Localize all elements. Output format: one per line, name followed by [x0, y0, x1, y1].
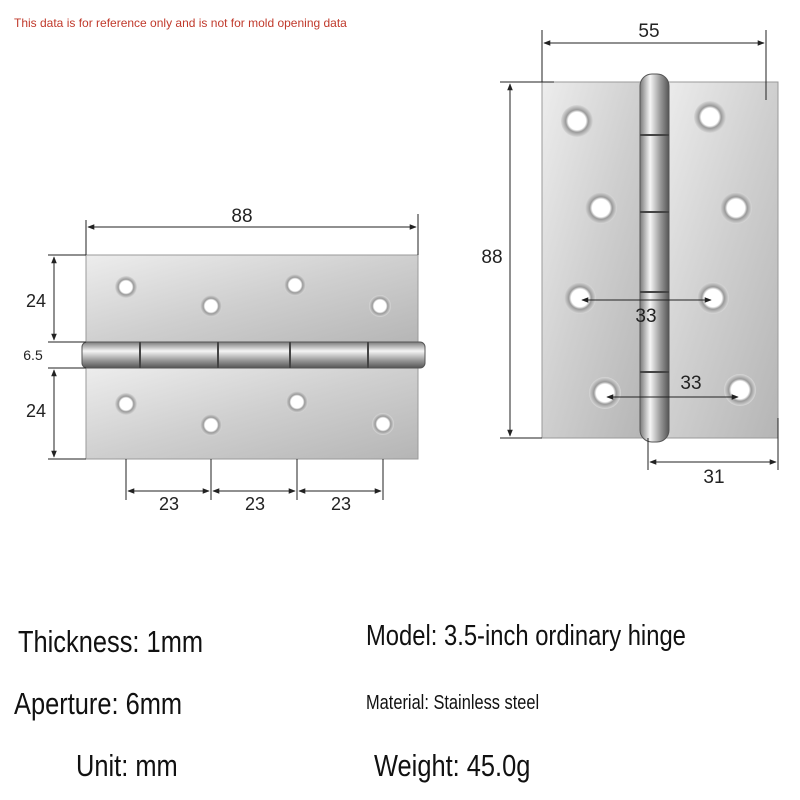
dim-hole-distance-upper: 33	[635, 306, 657, 327]
right-hinge-view	[481, 21, 778, 488]
hole	[724, 374, 756, 406]
hole	[720, 192, 752, 224]
dim-hole-spacing-1: 23	[158, 494, 180, 514]
hole	[694, 101, 726, 133]
hole	[589, 377, 621, 409]
dim-left-width: 88	[231, 206, 253, 227]
dim-left-knuckle: 6.5	[23, 347, 43, 363]
hole	[564, 282, 596, 314]
dim-leaf-width: 31	[703, 467, 725, 488]
left-knuckle	[82, 342, 425, 368]
dim-left-bottom-leaf: 24	[25, 401, 47, 421]
dim-right-height: 88	[481, 247, 503, 268]
left-top-leaf	[86, 255, 418, 345]
dim-right-width: 55	[638, 21, 660, 42]
left-hinge-view	[23, 206, 425, 514]
dim-hole-spacing-3: 23	[330, 494, 352, 514]
spec-aperture: Aperture: 6mm	[14, 686, 183, 721]
dim-hole-distance-lower: 33	[680, 373, 702, 394]
hole	[372, 413, 394, 435]
hole	[585, 192, 617, 224]
hole	[115, 393, 137, 415]
dim-left-top-leaf: 24	[25, 291, 47, 311]
hole	[286, 391, 308, 413]
hole	[697, 282, 729, 314]
left-bottom-leaf	[86, 367, 418, 459]
hole	[115, 276, 137, 298]
right-right-leaf	[662, 82, 778, 438]
spec-thickness: Thickness: 1mm	[18, 624, 204, 659]
spec-unit: Unit: mm	[76, 748, 178, 783]
dim-hole-spacing-2: 23	[244, 494, 266, 514]
disclaimer-note: This data is for reference only and is not for mold opening data	[14, 16, 347, 30]
hole	[200, 295, 222, 317]
hole	[284, 274, 306, 296]
hole	[369, 295, 391, 317]
spec-material: Material: Stainless steel	[366, 692, 540, 714]
hole	[561, 105, 593, 137]
right-knuckle	[640, 74, 669, 442]
spec-weight: Weight: 45.0g	[374, 748, 531, 783]
hole	[200, 414, 222, 436]
spec-model: Model: 3.5-inch ordinary hinge	[366, 620, 686, 652]
